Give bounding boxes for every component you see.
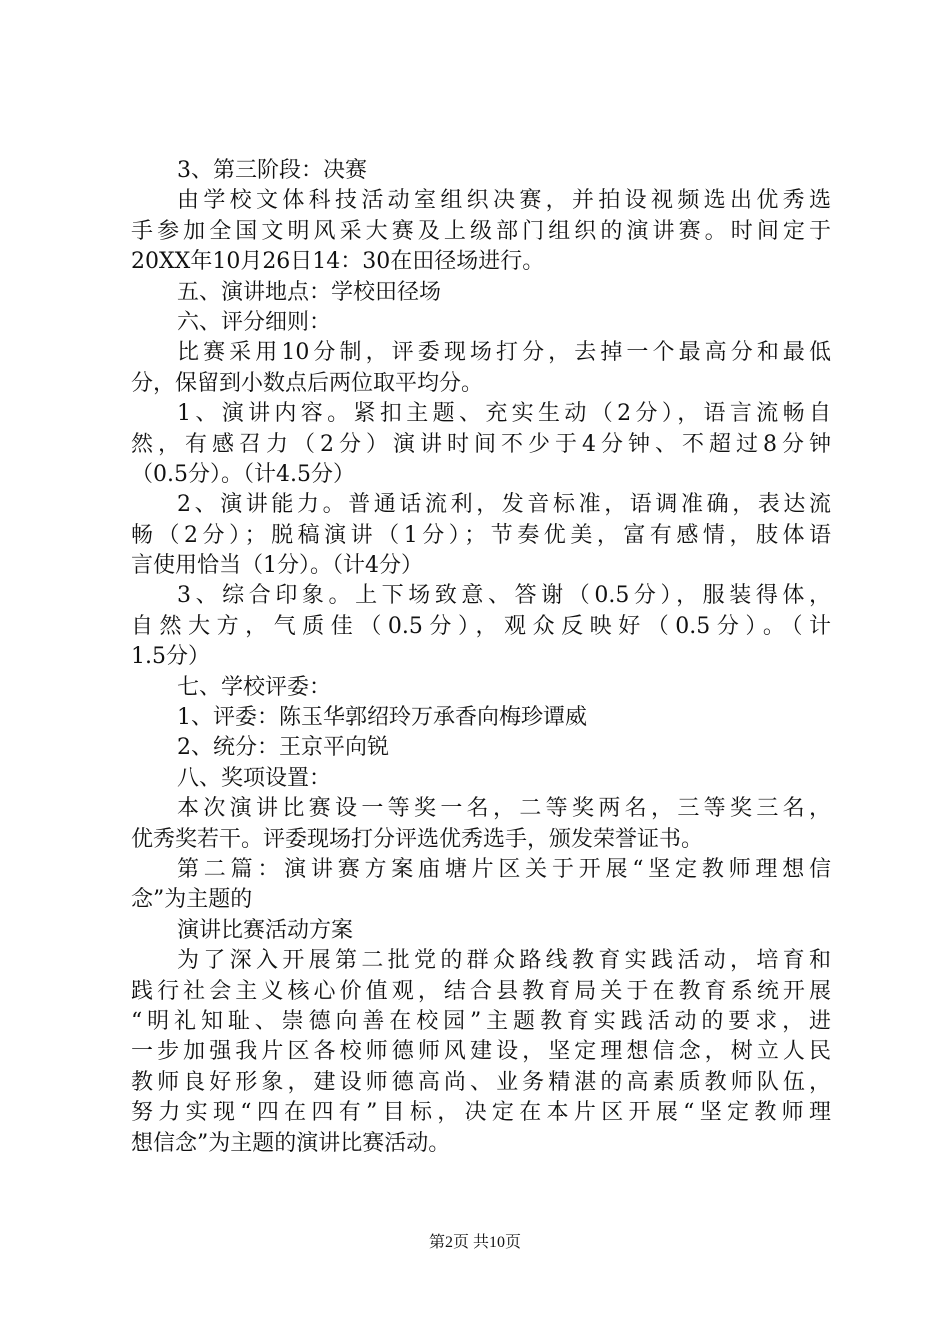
paragraph-line: 手参加全国文明风采大赛及上级部门组织的演讲赛。时间定于 [131, 218, 831, 244]
paragraph-line: 比赛采用10分制，评委现场打分，去掉一个最高分和最低 [177, 340, 831, 366]
paragraph-line: 1、演讲内容。紧扣主题、充实生动（2分），语言流畅自 [177, 401, 831, 427]
chapter-title-line: 第二篇：演讲赛方案庙塘片区关于开展“坚定教师理想信 [177, 856, 831, 882]
paragraph-line: 3、综合印象。上下场致意、答谢（0.5分），服装得体， [177, 583, 831, 609]
paragraph-line: 然，有感召力（2分）演讲时间不少于4分钟、不超过8分钟 [131, 431, 831, 457]
paragraph-line: 20XX年10月26日14：30在田径场进行。 [131, 249, 545, 275]
chapter-title-line: 演讲比赛活动方案 [177, 917, 354, 943]
paragraph-line: 1、评委：陈玉华郭绍玲万承香向梅珍谭威 [177, 705, 587, 731]
paragraph-line: 3、第三阶段：决赛 [177, 158, 367, 183]
chapter-title-line: 念”为主题的 [131, 887, 253, 913]
paragraph-line: 本次演讲比赛设一等奖一名，二等奖两名，三等奖三名， [177, 796, 831, 822]
paragraph-line: 一步加强我片区各校师德师风建设，坚定理想信念，树立人民 [131, 1039, 831, 1065]
paragraph-line: 由学校文体科技活动室组织决赛，并拍设视频选出优秀选 [177, 188, 831, 214]
section-heading: 八、奖项设置： [177, 765, 332, 791]
paragraph-line: 2、统分：王京平向锐 [177, 735, 389, 761]
paragraph-line: 为了深入开展第二批党的群众路线教育实践活动，培育和 [177, 948, 831, 974]
paragraph-line: 1.5分） [131, 644, 210, 670]
paragraph-line: 言使用恰当（1分）。（计4分） [131, 553, 423, 579]
section-heading: 五、演讲地点：学校田径场 [177, 279, 442, 305]
paragraph-line: 努力实现“四在四有”目标，决定在本片区开展“坚定教师理 [131, 1100, 831, 1126]
document-body [131, 156, 831, 1159]
paragraph-line: 分，保留到小数点后两位取平均分。 [131, 370, 484, 396]
paragraph-line: （0.5分）。（计4.5分） [131, 461, 355, 487]
paragraph-line: 想信念”为主题的演讲比赛活动。 [131, 1130, 451, 1156]
section-heading: 六、评分细则： [177, 309, 332, 335]
paragraph-line: “明礼知耻、崇德向善在校园”主题教育实践活动的要求，进 [131, 1008, 831, 1034]
paragraph-line: 畅（2分）；脱稿演讲（1分）；节奏优美，富有感情，肢体语 [131, 522, 831, 548]
section-heading: 七、学校评委： [177, 674, 332, 700]
paragraph-line: 践行社会主义核心价值观，结合县教育局关于在教育系统开展 [131, 978, 831, 1004]
paragraph-line: 优秀奖若干。评委现场打分评选优秀选手，颁发荣誉证书。 [131, 826, 704, 852]
paragraph-line: 自然大方，气质佳（0.5分），观众反映好（0.5分）。（计 [131, 613, 831, 639]
paragraph-line: 教师良好形象，建设师德高尚、业务精湛的高素质教师队伍， [131, 1069, 831, 1095]
page-number-footer: 第2页 共10页 [428, 1234, 521, 1251]
paragraph-line: 2、演讲能力。普通话流利，发音标准，语调准确，表达流 [177, 492, 831, 518]
